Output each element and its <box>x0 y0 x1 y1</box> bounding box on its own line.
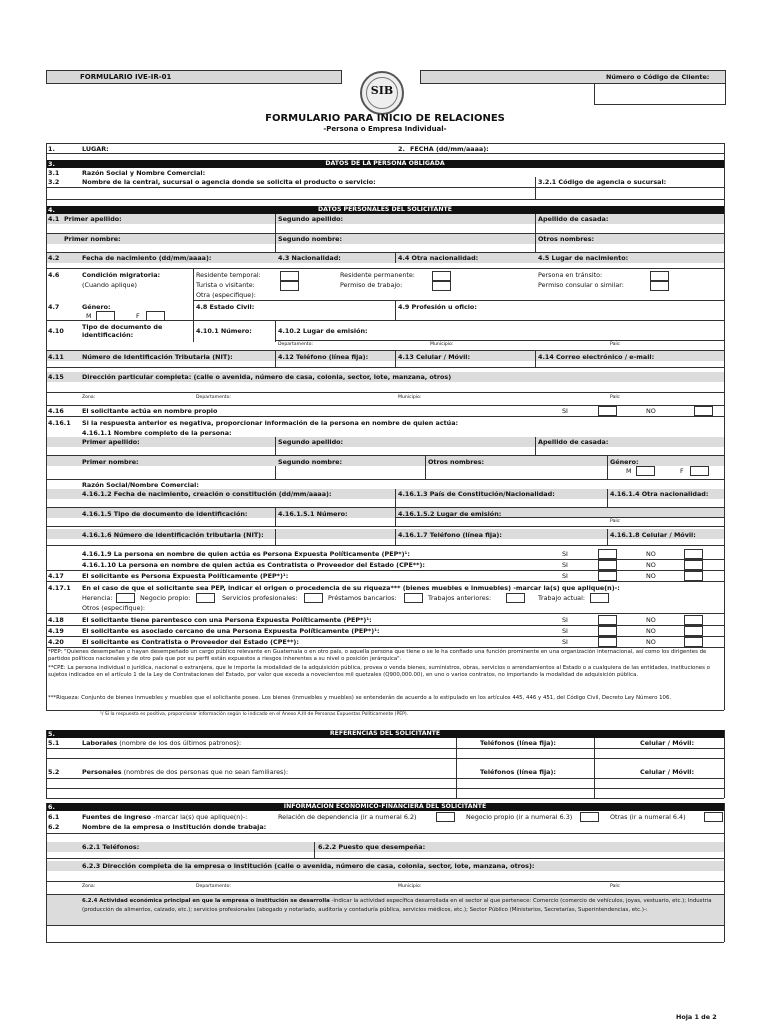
referencias-personales-label: Personales (nombres de dos personas que no sean familiares): <box>82 768 289 776</box>
actua-no-checkbox[interactable] <box>694 406 713 416</box>
contratista-label: El solicitante es Contratista o Proveedor del Estado (CPE**): <box>82 638 299 646</box>
consular-checkbox[interactable] <box>650 281 669 291</box>
transito-checkbox[interactable] <box>650 271 669 281</box>
pep-si-checkbox[interactable] <box>598 571 617 581</box>
q-pep-no-checkbox[interactable] <box>684 549 703 559</box>
q-cpe-si-checkbox[interactable] <box>598 560 617 570</box>
q-cpe-label: 4.16.1.10 La persona en nombre de quien actúa es Contratista o Proveedor del Estado (CPE**): <box>82 561 425 569</box>
otra-nacionalidad-label: 4.4 Otra nacionalidad: <box>398 254 479 262</box>
client-number-label: Número o Código de Cliente: <box>606 73 710 81</box>
q-pep-label: 4.16.1.9 La persona en nombre de quien actúa es Persona Expuesta Políticamente (PEP*)¹: <box>82 550 410 558</box>
trabajo-actual-checkbox[interactable] <box>590 593 609 603</box>
telefono-label: 4.12 Teléfono (línea fija): <box>278 353 369 361</box>
parentesco-no-checkbox[interactable] <box>684 615 703 625</box>
primer-apellido-label: Primer apellido: <box>64 215 122 223</box>
actua-si-checkbox[interactable] <box>598 406 617 416</box>
negocio-propio-checkbox[interactable] <box>580 812 599 822</box>
parentesco-label: El solicitante tiene parentesco con una Persona Expuesta Políticamente (PEP*)¹: <box>82 616 372 624</box>
lugar-nacimiento-label: 4.5 Lugar de nacimiento: <box>538 254 629 262</box>
lugar-emision-label: 4.10.2 Lugar de emisión: <box>278 327 368 335</box>
contratista-no-checkbox[interactable] <box>684 637 703 647</box>
client-number-field[interactable] <box>594 83 726 105</box>
numero-documento-label: 4.10.1 Número: <box>196 327 252 335</box>
otras-fuentes-checkbox[interactable] <box>704 812 723 822</box>
form-title: FORMULARIO PARA INICIO DE RELACIONES <box>265 113 505 124</box>
sib-logo-text: SIB <box>370 84 394 97</box>
segundo-nombre-label: Segundo nombre: <box>278 235 343 243</box>
q-genero-f-checkbox[interactable] <box>690 466 709 476</box>
form-code: FORMULARIO IVE-IR-01 <box>80 73 172 81</box>
section-6-header: INFORMACIÓN ECONÓMICO-FINANCIERA DEL SOLICITANTE <box>46 803 724 811</box>
page-number: Hoja 1 de 2 <box>676 1013 717 1021</box>
residente-permanente-checkbox[interactable] <box>432 271 451 281</box>
section-3-header: DATOS DE LA PERSONA OBLIGADA <box>46 160 724 168</box>
nacionalidad-label: 4.3 Nacionalidad: <box>278 254 341 262</box>
q-cpe-no-checkbox[interactable] <box>684 560 703 570</box>
permiso-trabajo-checkbox[interactable] <box>432 281 451 291</box>
codigo-agencia-label: 3.2.1 Código de agencia o sucursal: <box>538 178 667 186</box>
razon-social-label: Razón Social y Nombre Comercial: <box>82 169 206 177</box>
fecha-nacimiento-label: Fecha de nacimiento (dd/mm/aaaa): <box>82 254 212 262</box>
residente-temporal-checkbox[interactable] <box>280 271 299 281</box>
section-5-header: REFERENCIAS DEL SOLICITANTE <box>46 730 724 738</box>
origen-riqueza-label: En el caso de que el solicitante sea PEP, indicar el origen o procedencia de su riqueza*** (bienes muebles e inmuebles) -marcar la(s) que aplique(n)-: <box>82 584 620 592</box>
form-subtitle: -Persona o Empresa Individual- <box>323 125 447 133</box>
pep-note: *PEP: "Quienes desempeñan o hayan desempeñado un cargo público relevante en Guatemala o en otro país, o aquella persona que tiene o se le ha confiado una función prominente en una organización internacional, así como los dirigentes de partidos políticos nacionales y de otro país que por su perfil están expuestos a riesgos inherentes a su nivel o posición jerárquica". <box>48 649 707 662</box>
direccion-empresa-label: 6.2.3 Dirección completa de la empresa o institución (calle o avenida, número de casa, colonia, sector, lote, manzana, otros): <box>82 862 535 870</box>
trabajos-anteriores-checkbox[interactable] <box>506 593 525 603</box>
estado-civil-label: 4.8 Estado Civil: <box>196 303 255 311</box>
referencias-laborales-label: Laborales (nombre de los dos últimos patronos): <box>82 739 242 747</box>
apellido-casada-label: Apellido de casada: <box>538 215 609 223</box>
asociado-label: El solicitante es asociado cercano de una Persona Expuesta Políticamente (PEP*)¹: <box>82 627 380 635</box>
cpe-note: **CPE: La persona individual o jurídica, nacional o extranjera, que le importe la modalidad de la adquisición pública, provea o venda bienes, suministros, obras, servicios o arrendamientos al Estado o a cualquiera de las entidades, instituciones o sujetos indicados en el artículo 1 de la Ley de Contrataciones del Estado, por valor que exceda a novecientos mil quetzales (Q900,000.00), en uno o varios contratos, no importando la modalidad de adquisición pública. <box>48 665 710 678</box>
primer-nombre-label: Primer nombre: <box>64 235 121 243</box>
direccion-label: Dirección particular completa: (calle o avenida, número de casa, colonia, sector, lote, manzana, otros) <box>82 373 452 381</box>
lugar-label: LUGAR: <box>82 145 109 153</box>
si-respuesta-label: Si la respuesta anterior es negativa, proporcionar información de la persona en nombre de quien actúa: <box>82 419 459 427</box>
pep-no-checkbox[interactable] <box>684 571 703 581</box>
herencia-checkbox[interactable] <box>116 593 135 603</box>
email-label: 4.14 Correo electrónico / e-mail: <box>538 353 655 361</box>
celular-label: 4.13 Celular / Móvil: <box>398 353 471 361</box>
condicion-migratoria-label: Condición migratoria: <box>82 271 161 279</box>
servicios-checkbox[interactable] <box>304 593 323 603</box>
negocio-checkbox[interactable] <box>196 593 215 603</box>
contratista-si-checkbox[interactable] <box>598 637 617 647</box>
section-4-header: DATOS PERSONALES DEL SOLICITANTE <box>46 206 724 214</box>
nit-label: Número de Identificación Tributaria (NIT): <box>82 353 233 361</box>
asociado-si-checkbox[interactable] <box>598 626 617 636</box>
fecha-label: FECHA (dd/mm/aaaa): <box>410 145 489 153</box>
pep-label: El solicitante es Persona Expuesta Políticamente (PEP*)¹: <box>82 572 289 580</box>
segundo-apellido-label: Segundo apellido: <box>278 215 344 223</box>
footnote: ¹/ Si la respuesta es positiva, proporcionar información según lo indicado en el Anexo A.III de Personas Expuestas Políticamente (PEP). <box>100 712 409 717</box>
q-pep-si-checkbox[interactable] <box>598 549 617 559</box>
tipo-documento-label: Tipo de documento de identificación: <box>82 323 163 339</box>
parentesco-si-checkbox[interactable] <box>598 615 617 625</box>
central-label: Nombre de la central, sucursal o agencia donde se solicita el producto o servicio: <box>82 178 376 186</box>
profesion-label: 4.9 Profesión u oficio: <box>398 303 477 311</box>
turista-checkbox[interactable] <box>280 281 299 291</box>
dependencia-checkbox[interactable] <box>436 812 455 822</box>
otros-nombres-label: Otros nombres: <box>538 235 595 243</box>
asociado-no-checkbox[interactable] <box>684 626 703 636</box>
actividad-economica-label: 6.2.4 Actividad económica principal en que la empresa o institución se desarrolla -Indicar la actividad específica desarrollada en el sector al que pertenece: Comercio (comercio de vehículos, joyas, vestuario, etc.); Industria (producción de alimentos, calzado, etc.); servicios profesionales (abogado y notariado, auditoría y contaduría pública, servicios médicos, etc.); Sector Público (Ministerios, Secretarías, Superintendencias, etc.)-: <box>82 898 712 913</box>
fuentes-ingreso-label: Fuentes de ingreso -marcar la(s) que aplique(n)-: <box>82 813 248 821</box>
actua-nombre-propio-label: El solicitante actúa en nombre propio <box>82 407 218 415</box>
q-genero-m-checkbox[interactable] <box>636 466 655 476</box>
genero-label: Género: <box>82 303 111 311</box>
prestamos-checkbox[interactable] <box>404 593 423 603</box>
riqueza-note: ***Riqueza: Conjunto de bienes inmuebles y muebles que el solicitante posee. Los bienes (inmuebles y muebles) se entenderán de acuerdo a lo estipulado en los artículos 445, 446 y 451, del Código Civil, Decreto Ley Número 106. <box>48 695 672 701</box>
empresa-label: Nombre de la empresa o institución donde trabaja: <box>82 823 267 831</box>
